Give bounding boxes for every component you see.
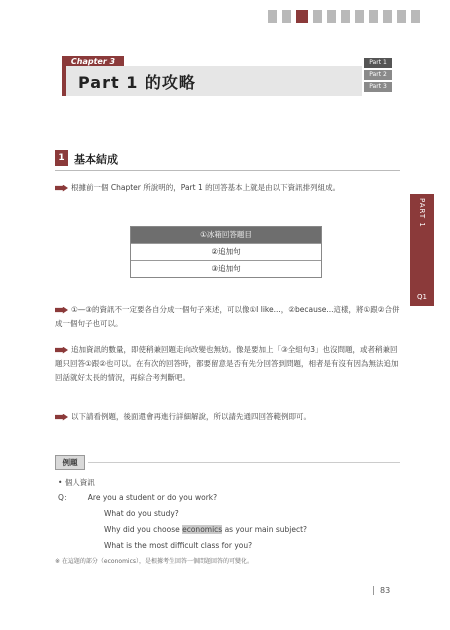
question-line-highlighted bbox=[104, 524, 307, 536]
arrow-icon bbox=[55, 307, 68, 314]
paragraph bbox=[55, 410, 400, 424]
question-line: Why did you choose economics as your main subject? bbox=[104, 525, 308, 534]
stripe bbox=[383, 10, 392, 23]
stripe bbox=[341, 10, 350, 23]
stripe bbox=[282, 10, 291, 23]
side-tab-sub: Q1 bbox=[417, 293, 427, 301]
part-index-item: Part 2 bbox=[364, 70, 392, 80]
example-divider bbox=[88, 462, 400, 463]
chapter-label: Chapter 3 bbox=[62, 56, 124, 68]
bullet-icon: • bbox=[58, 478, 65, 487]
stripe bbox=[313, 10, 322, 23]
side-tab bbox=[410, 194, 434, 306]
section-divider bbox=[55, 170, 400, 171]
example-question bbox=[58, 492, 217, 504]
example-topic-text: 個人資訊 bbox=[64, 478, 95, 487]
paragraph bbox=[55, 181, 400, 195]
example-label: 例題 bbox=[55, 455, 85, 470]
question-prefix: Q： bbox=[58, 493, 72, 502]
paragraph bbox=[55, 303, 400, 331]
question-line: Are you a student or do you work? bbox=[87, 493, 218, 502]
highlighted-word: economics bbox=[182, 525, 223, 534]
paragraph bbox=[55, 343, 400, 385]
paragraph-text: 以下請看例題，後面還會再進行詳細解說，所以請先通四回答範例即可。 bbox=[71, 412, 311, 421]
stripe-accent bbox=[296, 10, 308, 23]
part-index-item: Part 3 bbox=[364, 82, 392, 92]
stripe bbox=[355, 10, 364, 23]
stripe bbox=[268, 10, 277, 23]
section-number: 1 bbox=[55, 150, 68, 166]
page-title: Part 1 的攻略 bbox=[78, 73, 196, 92]
paragraph-text: 追加資訊的數量，即使稍兼回題走向改變也無妨。像是要加上「③全組句3」也沒問題，或者稍兼回題只回答①跟②也可以。在有次的回答時，都要留意是否有先分回答到問題，相者是有沒有因為無法追加回話就好太長的情況，再綜合考判斷吧。 bbox=[55, 345, 399, 382]
title-accent bbox=[62, 66, 66, 96]
paragraph-text: 根據前一個 Chapter 所說明的，Part 1 的回答基本上就是由以下資訊排列組成。 bbox=[71, 183, 341, 192]
stripe bbox=[327, 10, 336, 23]
stripe bbox=[411, 10, 420, 23]
section-title: 基本結成 bbox=[74, 153, 118, 166]
footnote: ※ 在這題的部分（economics），是根據考生回答一個問題回答的可變化。 bbox=[55, 558, 254, 565]
stripe bbox=[397, 10, 406, 23]
question-line: What do you study? bbox=[104, 509, 179, 518]
part-index-item: Part 1 bbox=[364, 58, 392, 68]
part-index bbox=[364, 58, 392, 94]
structure-row: ②追加句 bbox=[131, 243, 321, 260]
structure-box bbox=[130, 226, 322, 278]
question-line: What is the most difficult class for you? bbox=[104, 541, 253, 550]
page-number: 83 bbox=[373, 586, 390, 595]
example-topic bbox=[58, 477, 95, 489]
paragraph-text: ①—③的資訊不一定要各自分成一個句子來述，可以像①I like...，②because...這樣，將①跟②合併成一個句子也可以。 bbox=[55, 305, 400, 328]
stripe bbox=[369, 10, 378, 23]
arrow-icon bbox=[55, 347, 68, 354]
arrow-icon bbox=[55, 414, 68, 421]
arrow-icon bbox=[55, 185, 68, 192]
side-tab-label: PART 1 bbox=[418, 198, 426, 228]
structure-row: ③追加句 bbox=[131, 260, 321, 277]
structure-row: ①冰箱回答題目 bbox=[131, 227, 321, 243]
header-decoration bbox=[268, 10, 420, 23]
